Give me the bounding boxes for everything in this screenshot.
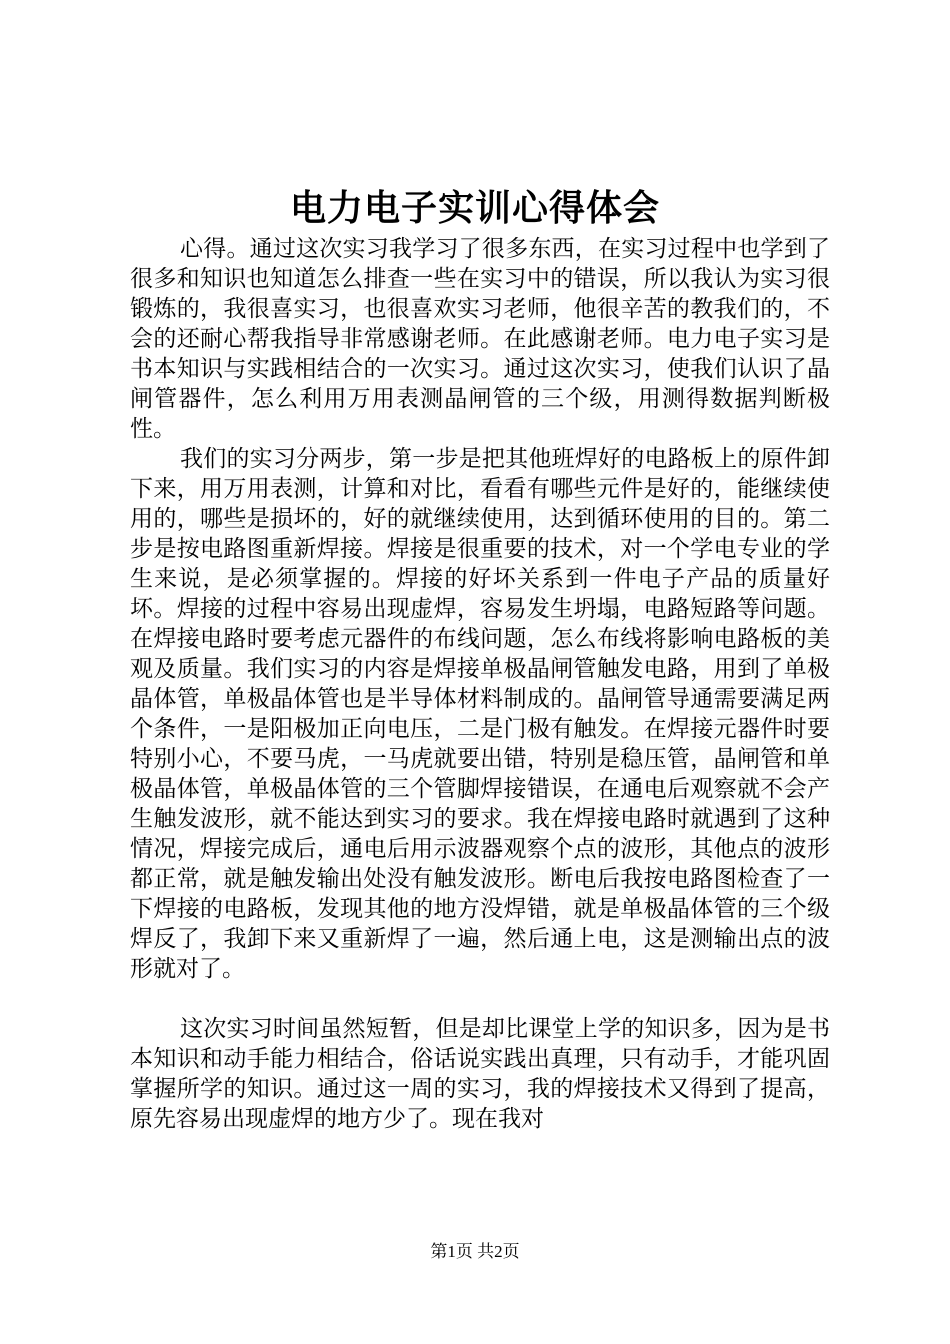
paragraph-1: 心得。通过这次实习我学习了很多东西，在实习过程中也学到了很多和知识也知道怎么排查一些在实习中的错误，所以我认为实习很锻炼的，我很喜实习，也很喜欢实习老师，他很辛苦的教我们的，不会的还耐心帮我指导非常感谢老师。在此感谢老师。电力电子实习是书本知识与实践相结合的一次实习。通过这次实习，使我们认识了晶闸管器件，怎么利用万用表测晶闸管的三个级，用测得数据判断极性。: [130, 236, 830, 442]
document-body: [130, 234, 830, 1134]
document-title: 电力电子实训心得体会: [289, 187, 660, 229]
page-number-footer: 第1页 共2页: [430, 1242, 520, 1261]
paragraph-3: 这次实习时间虽然短暂，但是却比课堂上学的知识多，因为是书本知识和动手能力相结合，俗话说实践出真理，只有动手，才能巩固掌握所学的知识。通过这一周的实习，我的焊接技术又得到了提高，原先容易出现虚焊的地方少了。现在我对: [130, 1016, 830, 1132]
paragraph-2: 我们的实习分两步，第一步是把其他班焊好的电路板上的原件卸下来，用万用表测，计算和对比，看看有哪些元件是好的，能继续使用的，哪些是损坏的，好的就继续使用，达到循环使用的目的。第二步是按电路图重新焊接。焊接是很重要的技术，对一个学电专业的学生来说，是必须掌握的。焊接的好坏关系到一件电子产品的质量好坏。焊接的过程中容易出现虚焊，容易发生坍塌，电路短路等问题。在焊接电路时要考虑元器件的布线问题，怎么布线将影响电路板的美观及质量。我们实习的内容是焊接单极晶闸管触发电路，用到了单极晶体管，单极晶体管也是半导体材料制成的。晶闸管导通需要满足两个条件，一是阳极加正向电压，二是门极有触发。在焊接元器件时要特别小心，不要马虎，一马虎就要出错，特别是稳压管，晶闸管和单极晶体管，单极晶体管的三个管脚焊接错误，在通电后观察就不会产生触发波形，就不能达到实习的要求。我在焊接电路时就遇到了这种情况，焊接完成后，通电后用示波器观察个点的波形，其他点的波形都正常，就是触发输出处没有触发波形。断电后我按电路图检查了一下焊接的电路板，发现其他的地方没焊错，就是单极晶体管的三个级焊反了，我卸下来又重新焊了一遍，然后通上电，这是测输出点的波形就对了。: [130, 446, 830, 982]
paragraph-gap: [130, 984, 830, 1014]
